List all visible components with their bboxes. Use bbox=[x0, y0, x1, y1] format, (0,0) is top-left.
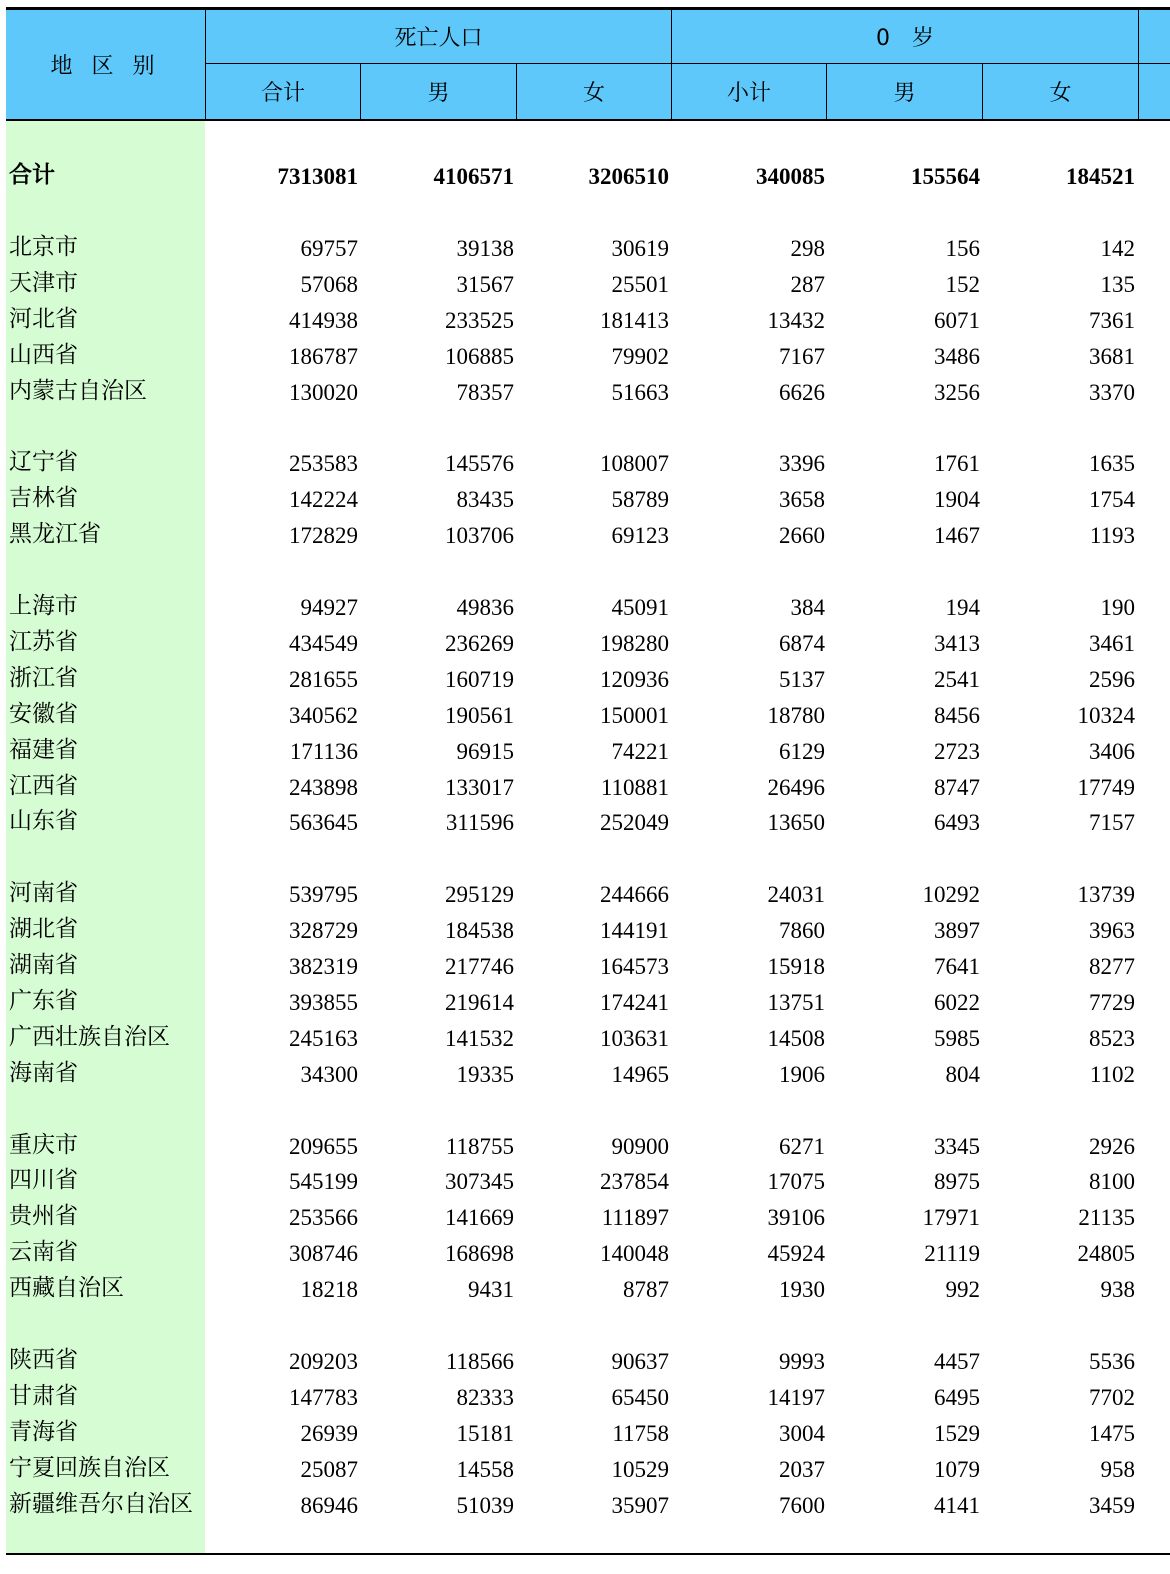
table-row bbox=[6, 1234, 1170, 1270]
table-row bbox=[6, 911, 1170, 947]
subheader-deaths-female: 女 bbox=[582, 81, 605, 106]
region-name: 辽宁省 bbox=[9, 449, 78, 476]
table-row bbox=[6, 480, 1170, 516]
region-name: 山西省 bbox=[9, 341, 78, 368]
table-row bbox=[6, 337, 1170, 373]
cell-deaths-male: 133017 bbox=[445, 774, 514, 800]
cell-age0-female: 3681 bbox=[1089, 343, 1135, 369]
cell-age0-female: 1635 bbox=[1089, 451, 1135, 477]
table-row bbox=[6, 1342, 1170, 1378]
cell-deaths-male: 236269 bbox=[445, 630, 514, 656]
region-name: 天津市 bbox=[9, 269, 78, 296]
region-name: 海南省 bbox=[9, 1059, 78, 1086]
cell-age0-male: 155564 bbox=[911, 164, 980, 189]
region-name: 四川省 bbox=[9, 1167, 78, 1194]
cell-deaths-total: 340562 bbox=[289, 702, 358, 728]
cell-age0-female: 1193 bbox=[1089, 523, 1135, 549]
cell-age0-male: 7641 bbox=[934, 954, 980, 979]
cell-age0-male: 3256 bbox=[934, 379, 980, 405]
cell-deaths-male: 14558 bbox=[456, 1456, 514, 1482]
cell-age0-subtotal: 6874 bbox=[779, 630, 825, 656]
table-row bbox=[6, 301, 1170, 337]
cell-age0-subtotal: 15918 bbox=[767, 954, 825, 979]
cell-age0-male: 6071 bbox=[934, 307, 980, 333]
table-row bbox=[6, 1450, 1170, 1486]
cell-deaths-female: 35907 bbox=[611, 1492, 669, 1518]
subheader-age0-female: 女 bbox=[1049, 81, 1072, 106]
table-row bbox=[6, 1162, 1170, 1198]
cell-age0-male: 4141 bbox=[934, 1492, 980, 1518]
cell-age0-male: 17971 bbox=[922, 1205, 980, 1231]
cell-age0-female: 17749 bbox=[1077, 774, 1135, 800]
cell-deaths-male: 219614 bbox=[445, 989, 514, 1015]
region-name: 山东省 bbox=[9, 808, 78, 835]
cell-deaths-total: 414938 bbox=[289, 307, 358, 333]
cell-age0-female: 1754 bbox=[1089, 487, 1135, 513]
cell-age0-male: 21119 bbox=[924, 1241, 980, 1267]
group-header-age0: 0 岁 bbox=[876, 26, 934, 51]
cell-deaths-female: 164573 bbox=[600, 954, 669, 979]
cell-deaths-total: 57068 bbox=[300, 271, 358, 297]
cell-age0-female: 3461 bbox=[1089, 630, 1135, 656]
table-row bbox=[6, 875, 1170, 911]
cell-age0-female: 3406 bbox=[1089, 738, 1135, 764]
cell-age0-female: 5536 bbox=[1089, 1348, 1135, 1374]
cell-age0-subtotal: 13751 bbox=[767, 989, 825, 1015]
cell-deaths-male: 39138 bbox=[456, 236, 514, 261]
cell-age0-subtotal: 13650 bbox=[767, 810, 825, 836]
cell-age0-male: 3413 bbox=[934, 630, 980, 656]
cell-age0-male: 992 bbox=[945, 1277, 980, 1303]
cell-age0-female: 7361 bbox=[1089, 307, 1135, 333]
cell-age0-subtotal: 298 bbox=[790, 236, 825, 261]
region-name: 江苏省 bbox=[9, 628, 78, 655]
table-row bbox=[6, 768, 1170, 804]
cell-age0-male: 4457 bbox=[934, 1348, 980, 1374]
cell-deaths-female: 11758 bbox=[612, 1420, 669, 1446]
cell-age0-male: 5985 bbox=[934, 1025, 980, 1051]
cell-deaths-male: 9431 bbox=[468, 1277, 514, 1303]
cell-age0-male: 3897 bbox=[934, 918, 980, 944]
table-row bbox=[6, 265, 1170, 301]
cell-deaths-total: 172829 bbox=[289, 523, 358, 549]
cell-age0-female: 190 bbox=[1100, 595, 1135, 620]
cell-age0-male: 3486 bbox=[934, 343, 980, 369]
table-row bbox=[6, 1127, 1170, 1163]
cell-deaths-female: 10529 bbox=[611, 1456, 669, 1482]
cell-age0-female: 135 bbox=[1100, 271, 1135, 297]
cell-age0-male: 3345 bbox=[934, 1133, 980, 1159]
cell-deaths-male: 217746 bbox=[445, 954, 514, 979]
cell-deaths-total: 434549 bbox=[289, 630, 358, 656]
table-row bbox=[6, 1198, 1170, 1234]
cell-deaths-male: 31567 bbox=[456, 271, 514, 297]
cell-deaths-total: 86946 bbox=[300, 1492, 358, 1518]
cell-deaths-male: 103706 bbox=[445, 523, 514, 549]
cell-age0-male: 8975 bbox=[934, 1169, 980, 1195]
region-name: 云南省 bbox=[9, 1239, 78, 1266]
cell-age0-subtotal: 287 bbox=[790, 271, 825, 297]
cell-deaths-female: 237854 bbox=[600, 1169, 669, 1195]
subheader-deaths-total: 合计 bbox=[260, 81, 305, 106]
cell-age0-subtotal: 1930 bbox=[779, 1277, 825, 1303]
region-name: 河南省 bbox=[9, 880, 78, 907]
table-row bbox=[6, 983, 1170, 1019]
cell-age0-female: 13739 bbox=[1077, 882, 1135, 908]
cell-deaths-female: 45091 bbox=[611, 595, 669, 620]
cell-deaths-female: 181413 bbox=[600, 307, 669, 333]
cell-deaths-total: 245163 bbox=[289, 1025, 358, 1051]
cell-age0-subtotal: 1906 bbox=[779, 1061, 825, 1087]
cell-deaths-male: 49836 bbox=[456, 595, 514, 620]
divider bbox=[1138, 10, 1139, 119]
cell-deaths-male: 15181 bbox=[456, 1420, 514, 1446]
region-column-header: 地 区 别 bbox=[50, 54, 161, 79]
cell-deaths-total: 243898 bbox=[289, 774, 358, 800]
cell-deaths-total: 69757 bbox=[300, 236, 358, 261]
cell-deaths-female: 30619 bbox=[611, 236, 669, 261]
cell-age0-female: 3370 bbox=[1089, 379, 1135, 405]
table-row bbox=[6, 373, 1170, 409]
cell-deaths-male: 233525 bbox=[445, 307, 514, 333]
table-row bbox=[6, 1378, 1170, 1414]
cell-deaths-total: 94927 bbox=[300, 595, 358, 620]
cell-deaths-total: 34300 bbox=[300, 1061, 358, 1087]
table-header bbox=[6, 10, 1170, 121]
cell-age0-female: 8277 bbox=[1089, 954, 1135, 979]
table-row bbox=[6, 696, 1170, 732]
cell-deaths-female: 74221 bbox=[611, 738, 669, 764]
region-name: 上海市 bbox=[9, 593, 78, 619]
cell-deaths-total: 539795 bbox=[289, 882, 358, 908]
cell-deaths-total: 209203 bbox=[289, 1348, 358, 1374]
cell-age0-female: 2926 bbox=[1089, 1133, 1135, 1159]
cell-age0-subtotal: 26496 bbox=[767, 774, 825, 800]
cell-age0-female: 7157 bbox=[1089, 810, 1135, 836]
cell-age0-subtotal: 17075 bbox=[767, 1169, 825, 1195]
region-name: 北京市 bbox=[9, 234, 78, 260]
cell-age0-female: 8100 bbox=[1089, 1169, 1135, 1195]
region-name: 吉林省 bbox=[9, 485, 78, 512]
cell-age0-female: 8523 bbox=[1089, 1025, 1135, 1051]
cell-age0-subtotal: 3658 bbox=[779, 487, 825, 513]
cell-deaths-male: 160719 bbox=[445, 666, 514, 692]
cell-deaths-female: 69123 bbox=[611, 523, 669, 549]
cell-age0-male: 156 bbox=[945, 236, 980, 261]
cell-deaths-male: 190561 bbox=[445, 702, 514, 728]
subheader-age0-subtotal: 小计 bbox=[726, 81, 771, 106]
cell-age0-subtotal: 14508 bbox=[767, 1025, 825, 1051]
cell-age0-male: 804 bbox=[945, 1061, 980, 1087]
cell-age0-subtotal: 39106 bbox=[767, 1205, 825, 1231]
cell-deaths-male: 141532 bbox=[445, 1025, 514, 1051]
region-name: 江西省 bbox=[9, 772, 78, 799]
cell-age0-subtotal: 384 bbox=[790, 595, 825, 620]
cell-age0-subtotal: 6129 bbox=[779, 738, 825, 764]
subheader-age0-male: 男 bbox=[893, 81, 916, 106]
table-row bbox=[6, 1055, 1170, 1091]
cell-deaths-total: 563645 bbox=[289, 810, 358, 836]
cell-age0-female: 142 bbox=[1100, 236, 1135, 261]
cell-age0-female: 938 bbox=[1100, 1277, 1135, 1303]
cell-deaths-female: 174241 bbox=[600, 989, 669, 1015]
cell-deaths-female: 14965 bbox=[611, 1061, 669, 1087]
cell-deaths-female: 8787 bbox=[623, 1277, 669, 1303]
cell-age0-female: 1475 bbox=[1089, 1420, 1135, 1446]
cell-deaths-male: 141669 bbox=[445, 1205, 514, 1231]
cell-deaths-total: 393855 bbox=[289, 989, 358, 1015]
cell-deaths-total: 253566 bbox=[289, 1205, 358, 1231]
cell-age0-female: 24805 bbox=[1077, 1241, 1135, 1267]
cell-deaths-male: 145576 bbox=[445, 451, 514, 477]
cell-deaths-total: 545199 bbox=[289, 1169, 358, 1195]
region-name: 广东省 bbox=[9, 987, 78, 1014]
cell-deaths-male: 307345 bbox=[445, 1169, 514, 1195]
cell-deaths-female: 3206510 bbox=[588, 164, 669, 189]
region-name: 广西壮族自治区 bbox=[9, 1023, 170, 1050]
cell-age0-female: 2596 bbox=[1089, 666, 1135, 692]
table-row bbox=[6, 624, 1170, 660]
cell-age0-subtotal: 7600 bbox=[779, 1492, 825, 1518]
cell-age0-subtotal: 6626 bbox=[779, 379, 825, 405]
cell-age0-female: 1102 bbox=[1089, 1061, 1135, 1087]
cell-deaths-female: 198280 bbox=[600, 630, 669, 656]
bottom-rule bbox=[6, 1553, 1170, 1555]
region-name: 重庆市 bbox=[9, 1131, 78, 1158]
cell-deaths-total: 18218 bbox=[300, 1277, 358, 1303]
cell-deaths-total: 142224 bbox=[289, 487, 358, 513]
cell-deaths-male: 118755 bbox=[445, 1133, 514, 1159]
cell-age0-female: 21135 bbox=[1078, 1205, 1135, 1231]
region-name: 安徽省 bbox=[9, 700, 78, 727]
cell-age0-male: 194 bbox=[945, 595, 980, 620]
cell-age0-male: 1467 bbox=[934, 523, 980, 549]
cell-age0-male: 8747 bbox=[934, 774, 980, 800]
cell-deaths-male: 168698 bbox=[445, 1241, 514, 1267]
cell-deaths-female: 108007 bbox=[600, 451, 669, 477]
cell-deaths-total: 281655 bbox=[289, 666, 358, 692]
table-row bbox=[6, 1414, 1170, 1450]
cell-age0-female: 184521 bbox=[1066, 164, 1135, 189]
cell-deaths-female: 120936 bbox=[600, 666, 669, 692]
cell-deaths-total: 130020 bbox=[289, 379, 358, 405]
cell-age0-male: 2541 bbox=[934, 666, 980, 692]
cell-age0-female: 10324 bbox=[1077, 702, 1135, 728]
cell-age0-male: 1761 bbox=[934, 451, 980, 477]
region-name: 湖北省 bbox=[9, 916, 78, 943]
table-row bbox=[6, 444, 1170, 480]
cell-age0-male: 1079 bbox=[934, 1456, 980, 1482]
cell-deaths-total: 209655 bbox=[289, 1133, 358, 1159]
region-name: 陕西省 bbox=[9, 1346, 78, 1373]
cell-age0-subtotal: 45924 bbox=[767, 1241, 825, 1267]
subheader-deaths-male: 男 bbox=[427, 81, 450, 106]
cell-deaths-male: 82333 bbox=[456, 1384, 514, 1410]
region-name: 西藏自治区 bbox=[9, 1275, 124, 1302]
cell-age0-male: 2723 bbox=[934, 738, 980, 764]
table-row bbox=[6, 660, 1170, 696]
cell-deaths-total: 26939 bbox=[300, 1420, 358, 1446]
cell-deaths-male: 96915 bbox=[456, 738, 514, 764]
cell-age0-female: 958 bbox=[1100, 1456, 1135, 1482]
cell-deaths-male: 4106571 bbox=[433, 164, 514, 189]
region-name: 合计 bbox=[9, 162, 55, 188]
cell-deaths-female: 58789 bbox=[611, 487, 669, 513]
cell-age0-subtotal: 9993 bbox=[779, 1348, 825, 1374]
cell-deaths-total: 171136 bbox=[289, 738, 358, 764]
cell-deaths-male: 184538 bbox=[445, 918, 514, 944]
cell-deaths-female: 90900 bbox=[611, 1133, 669, 1159]
cell-deaths-male: 118566 bbox=[445, 1348, 514, 1374]
table-row bbox=[6, 1486, 1170, 1522]
cell-deaths-female: 244666 bbox=[600, 882, 669, 908]
cell-age0-subtotal: 5137 bbox=[779, 666, 825, 692]
cell-age0-subtotal: 3004 bbox=[779, 1420, 825, 1446]
cell-deaths-male: 106885 bbox=[445, 343, 514, 369]
group-header-deaths: 死亡人口 bbox=[394, 26, 483, 51]
region-name: 贵州省 bbox=[9, 1203, 78, 1230]
cell-deaths-female: 144191 bbox=[600, 918, 669, 944]
region-name: 湖南省 bbox=[9, 952, 78, 978]
table-row bbox=[6, 803, 1170, 839]
cell-age0-subtotal: 2037 bbox=[779, 1456, 825, 1482]
cell-age0-subtotal: 14197 bbox=[767, 1384, 825, 1410]
cell-deaths-male: 51039 bbox=[456, 1492, 514, 1518]
cell-deaths-female: 252049 bbox=[600, 810, 669, 836]
cell-age0-female: 7702 bbox=[1089, 1384, 1135, 1410]
cell-age0-subtotal: 13432 bbox=[767, 307, 825, 333]
cell-age0-subtotal: 6271 bbox=[779, 1133, 825, 1159]
table-row bbox=[6, 588, 1170, 624]
cell-deaths-female: 150001 bbox=[600, 702, 669, 728]
table-row bbox=[6, 732, 1170, 768]
cell-deaths-female: 65450 bbox=[611, 1384, 669, 1410]
table-row bbox=[6, 947, 1170, 983]
cell-deaths-male: 78357 bbox=[456, 379, 514, 405]
cell-deaths-total: 253583 bbox=[289, 451, 358, 477]
table-row bbox=[6, 516, 1170, 552]
cell-deaths-total: 308746 bbox=[289, 1241, 358, 1267]
cell-deaths-male: 19335 bbox=[456, 1061, 514, 1087]
cell-age0-male: 8456 bbox=[934, 702, 980, 728]
cell-deaths-female: 51663 bbox=[611, 379, 669, 405]
cell-age0-male: 6493 bbox=[934, 810, 980, 836]
cell-age0-male: 6022 bbox=[934, 989, 980, 1015]
cell-deaths-male: 311596 bbox=[445, 810, 514, 836]
region-name: 内蒙古自治区 bbox=[9, 377, 147, 404]
cell-deaths-female: 110881 bbox=[600, 774, 669, 800]
cell-deaths-total: 186787 bbox=[289, 343, 358, 369]
cell-deaths-total: 25087 bbox=[300, 1456, 358, 1482]
cell-age0-female: 7729 bbox=[1089, 989, 1135, 1015]
cell-age0-subtotal: 7167 bbox=[779, 343, 825, 369]
region-name: 河北省 bbox=[9, 305, 78, 332]
region-name: 新疆维吾尔自治区 bbox=[9, 1490, 193, 1517]
cell-deaths-total: 328729 bbox=[289, 918, 358, 944]
cell-age0-female: 3459 bbox=[1089, 1492, 1135, 1518]
cell-age0-subtotal: 7860 bbox=[779, 918, 825, 944]
cell-deaths-total: 7313081 bbox=[277, 164, 358, 189]
cell-age0-subtotal: 24031 bbox=[767, 882, 825, 908]
cell-age0-subtotal: 18780 bbox=[767, 702, 825, 728]
cell-age0-male: 1904 bbox=[934, 487, 980, 513]
cell-deaths-male: 295129 bbox=[445, 882, 514, 908]
table-row bbox=[6, 229, 1170, 265]
total-row bbox=[6, 157, 1170, 193]
cell-age0-subtotal: 340085 bbox=[756, 164, 825, 189]
cell-age0-subtotal: 3396 bbox=[779, 451, 825, 477]
cell-age0-male: 152 bbox=[945, 271, 980, 297]
cell-age0-male: 1529 bbox=[934, 1420, 980, 1446]
cell-deaths-female: 79902 bbox=[611, 343, 669, 369]
cell-deaths-female: 140048 bbox=[600, 1241, 669, 1267]
region-name: 青海省 bbox=[9, 1418, 78, 1445]
cell-deaths-female: 103631 bbox=[600, 1025, 669, 1051]
region-name: 黑龙江省 bbox=[9, 521, 101, 548]
region-name: 浙江省 bbox=[9, 664, 78, 691]
cell-age0-subtotal: 2660 bbox=[779, 523, 825, 549]
cell-age0-male: 10292 bbox=[922, 882, 980, 908]
cell-deaths-female: 111897 bbox=[601, 1205, 669, 1231]
cell-age0-male: 6495 bbox=[934, 1384, 980, 1410]
cell-age0-female: 3963 bbox=[1089, 918, 1135, 944]
cell-deaths-female: 90637 bbox=[611, 1348, 669, 1374]
region-name: 福建省 bbox=[9, 736, 78, 763]
cell-deaths-total: 147783 bbox=[289, 1384, 358, 1410]
table-row bbox=[6, 1270, 1170, 1306]
cell-deaths-total: 382319 bbox=[289, 954, 358, 979]
region-name: 甘肃省 bbox=[9, 1382, 78, 1409]
cell-deaths-male: 83435 bbox=[456, 487, 514, 513]
table-row bbox=[6, 1019, 1170, 1055]
cell-deaths-female: 25501 bbox=[611, 271, 669, 297]
region-name: 宁夏回族自治区 bbox=[9, 1454, 170, 1481]
